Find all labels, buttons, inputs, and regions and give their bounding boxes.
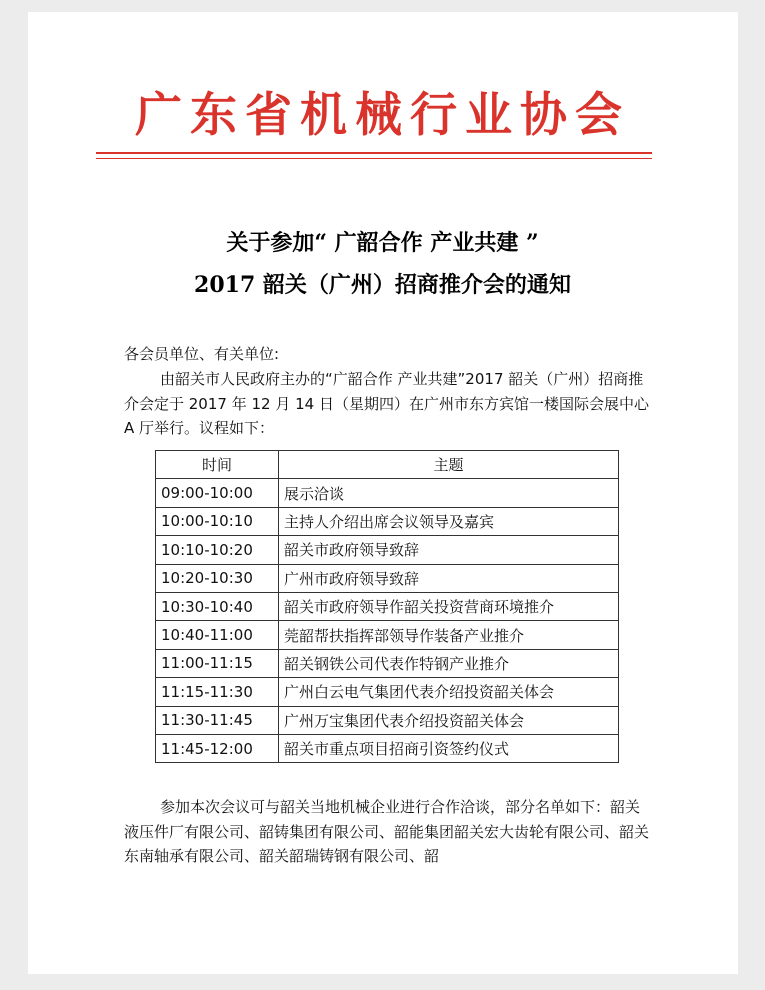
intro-paragraph: 由韶关市人民政府主办的“广韶合作 产业共建”2017 韶关（广州）招商推介会定于 2017 年 12 月 14 日（星期四）在广州市东方宾馆一楼国际会展中心 A 厅举行。议程如下： — [124, 370, 649, 437]
agenda-topic: 广州白云电气集团代表介绍投资韶关体会 — [279, 678, 619, 706]
agenda-topic: 韶关市重点项目招商引资签约仪式 — [279, 734, 619, 762]
agenda-header-topic: 主题 — [279, 451, 619, 479]
agenda-topic: 广州市政府领导致辞 — [279, 564, 619, 592]
agenda-topic: 莞韶帮扶指挥部领导作装备产业推介 — [279, 621, 619, 649]
table-row — [156, 536, 619, 564]
agenda-time: 11:15-11:30 — [156, 678, 279, 706]
table-row — [156, 734, 619, 762]
agenda-time: 11:30-11:45 — [156, 706, 279, 734]
notice-title-line2: 2017 韶关（广州）招商推介会的通知 — [194, 272, 571, 298]
table-row — [156, 621, 619, 649]
agenda-header-row — [156, 451, 619, 479]
salutation: 各会员单位、有关单位: — [124, 345, 280, 363]
table-row — [156, 678, 619, 706]
table-row — [156, 649, 619, 677]
agenda-time: 10:10-10:20 — [156, 536, 279, 564]
agenda-time: 11:00-11:15 — [156, 649, 279, 677]
letterhead-rule-thin — [96, 158, 652, 159]
agenda-topic: 韶关市政府领导致辞 — [279, 536, 619, 564]
agenda-header-time: 时间 — [156, 451, 279, 479]
partner-paragraph: 参加本次会议可与韶关当地机械企业进行合作洽谈，部分名单如下：韶关液压件厂有限公司、韶铸集团有限公司、韶能集团韶关宏大齿轮有限公司、韶关东南轴承有限公司、韶关韶瑞铸钢有限公司、韶 — [124, 798, 650, 865]
table-row — [156, 507, 619, 535]
agenda-topic: 展示洽谈 — [279, 479, 619, 507]
table-row — [156, 592, 619, 620]
agenda-time: 09:00-10:00 — [156, 479, 279, 507]
table-row — [156, 706, 619, 734]
agenda-time: 10:00-10:10 — [156, 507, 279, 535]
table-row — [156, 564, 619, 592]
table-row — [156, 479, 619, 507]
agenda-table — [155, 450, 619, 763]
agenda-topic: 韶关钢铁公司代表作特钢产业推介 — [279, 649, 619, 677]
notice-title-line1: 关于参加“ 广韶合作 产业共建 ” — [226, 230, 539, 256]
agenda-time: 10:40-11:00 — [156, 621, 279, 649]
agenda-topic: 广州万宝集团代表介绍投资韶关体会 — [279, 706, 619, 734]
letterhead-rule-thick — [96, 152, 652, 154]
agenda-time: 10:30-10:40 — [156, 592, 279, 620]
agenda-topic: 主持人介绍出席会议领导及嘉宾 — [279, 507, 619, 535]
organization-letterhead: 广东省机械行业协会 — [135, 88, 630, 143]
agenda-topic: 韶关市政府领导作韶关投资营商环境推介 — [279, 592, 619, 620]
agenda-time: 11:45-12:00 — [156, 734, 279, 762]
agenda-time: 10:20-10:30 — [156, 564, 279, 592]
